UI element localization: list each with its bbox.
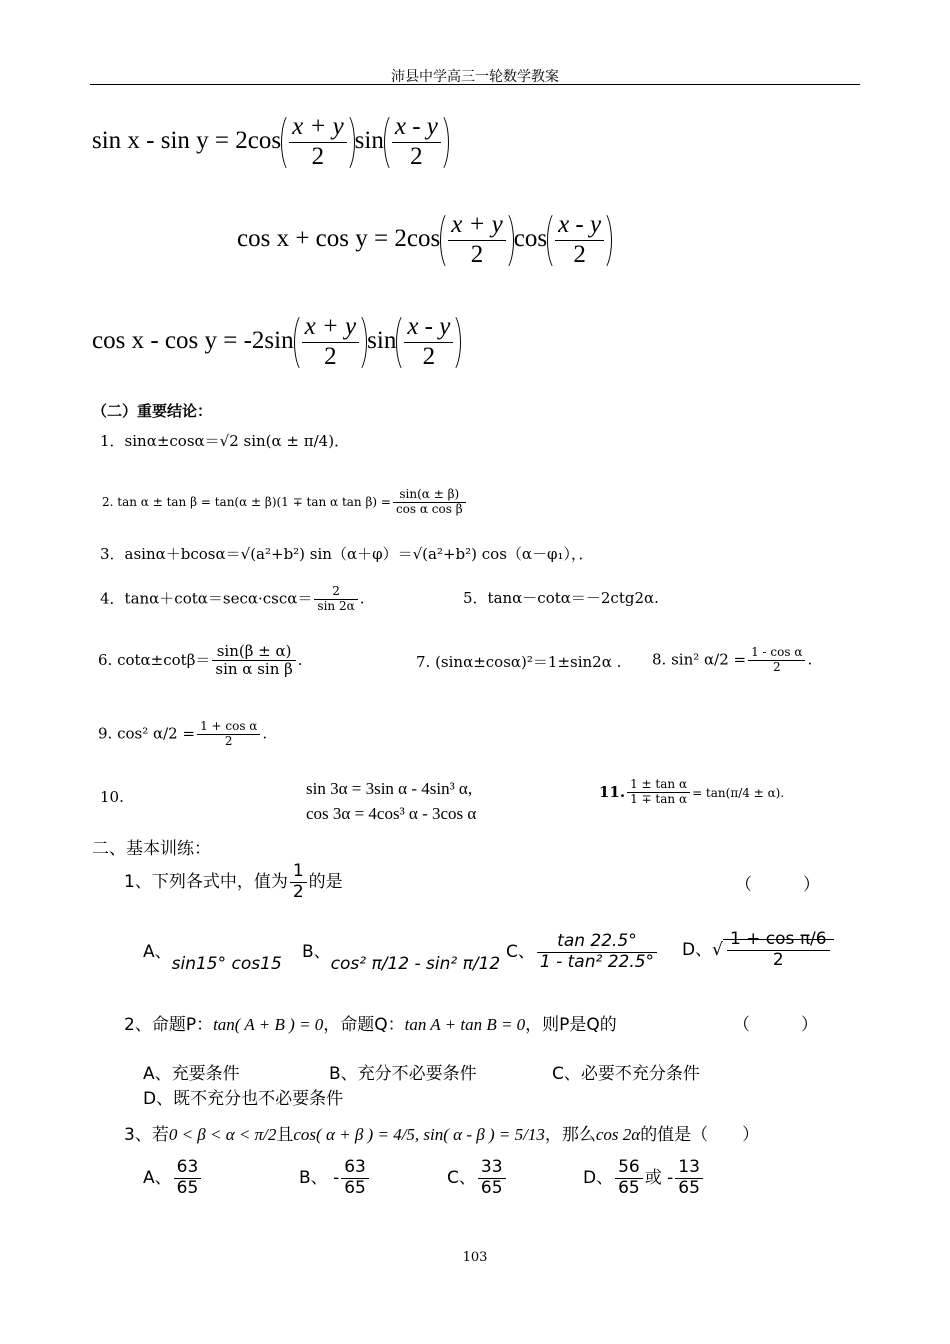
q3-d-den2: 65 [678, 1177, 700, 1198]
conclusion-10 [306, 776, 476, 826]
c11-rhs: = tan(π/4 ± α). [692, 785, 785, 800]
formula-cos-sum [237, 210, 612, 271]
conclusion-1: 1．sinα±cosα＝√2 sin(α ± π/4)． [100, 432, 350, 450]
q1-b-expr: cos² π/12 - sin² π/12 [330, 954, 501, 974]
f2-den1: 2 [470, 240, 484, 268]
q1-option-c [506, 932, 659, 972]
c6-lhs: 6. cotα±cotβ＝ [98, 650, 211, 669]
f1-mid: sin [354, 126, 384, 154]
question-3 [124, 1120, 759, 1145]
c11-label: 11. [599, 782, 626, 801]
section-title-training: 二、基本训练： [92, 839, 211, 859]
formula-cos-diff [92, 312, 461, 373]
q3-sin: , sin( α - β ) = 5/13 [414, 1125, 545, 1144]
conclusion-5: 5．tanα－cotα＝－2ctg2α. [463, 589, 659, 607]
q1-option-a [143, 937, 282, 974]
f1-den2: 2 [410, 142, 423, 170]
q2-q: tan A + tan B = 0 [404, 1015, 526, 1034]
q1-d-label: D、 [682, 940, 713, 961]
c6-end: . [297, 650, 303, 669]
c4-den: sin 2α [317, 598, 355, 613]
q2-stem: 2、命题P： [124, 1015, 214, 1035]
f3-num2: x - y [404, 313, 453, 343]
f3-den1: 2 [324, 342, 337, 370]
header-rule [90, 84, 860, 85]
c8-num: 1 - cos α [748, 646, 805, 661]
f3-den2: 2 [422, 342, 436, 370]
q3-option-c [447, 1158, 508, 1198]
c11-num: 1 ± tan α [627, 778, 690, 793]
c2-num: sin(α ± β) [393, 488, 466, 503]
formula-sin-diff [92, 112, 449, 173]
q3-and: 且 [276, 1125, 294, 1145]
c4-lhs: 4．tanα＋cotα＝secα·cscα＝ [100, 589, 313, 608]
section-title-conclusions: （二）重要结论： [92, 402, 213, 420]
c8-end: . [807, 650, 813, 669]
q3-c-label: C、 [447, 1168, 476, 1189]
q1-a-expr: sin15° cos15 [171, 954, 282, 974]
q3-d-num1: 56 [615, 1158, 643, 1179]
question-2 [124, 1010, 617, 1035]
c6-den: sin α sin β [215, 660, 293, 679]
q1-tail: 的是 [308, 872, 343, 893]
q3-tail2: 的值是（ ） [640, 1125, 760, 1145]
f3-num1: x + y [302, 313, 360, 343]
c9-den: 2 [224, 733, 233, 748]
q1-a-label: A、 [143, 942, 172, 962]
q3-d-label: D、 [583, 1168, 614, 1189]
q1-option-d: D、√ $\frac{\text{1 + cos π/6}}{2}$ [682, 930, 834, 970]
f2-num1: x + y [448, 211, 506, 241]
q1-d-den: 2 [772, 949, 784, 970]
c11-den: 1 ∓ tan α [630, 791, 688, 806]
q3-b-label: B、 - [299, 1168, 340, 1189]
conclusion-11 [599, 778, 784, 807]
f2-den2: 2 [573, 240, 586, 268]
q2-option-b: B、充分不必要条件 [329, 1064, 477, 1084]
f1-lhs: sin x - sin y = 2cos [92, 126, 282, 154]
q3-d-or: 或 - [644, 1168, 674, 1189]
f1-den1: 2 [311, 142, 325, 170]
q3-expr: cos 2α [595, 1125, 641, 1144]
c10-line2: cos 3α = 4cos³ α - 3cos α [306, 804, 477, 823]
q2-answer-paren: （ ） [733, 1015, 818, 1035]
q2-option-c: C、必要不充分条件 [552, 1064, 700, 1084]
q1-c-num: tan 22.5° [537, 932, 657, 953]
page-header: 沛县中学高三一轮数学教案 [391, 69, 559, 85]
c8-den: 2 [772, 659, 781, 674]
q2-mid: ，命题Q： [323, 1015, 405, 1035]
conclusion-6 [98, 643, 303, 679]
q3-d-num2: 13 [675, 1158, 703, 1179]
conclusion-10-label: 10. [100, 788, 124, 806]
q3-a-num: 63 [174, 1158, 202, 1179]
conclusion-4 [100, 585, 364, 614]
q3-a-den: 65 [176, 1177, 199, 1198]
q1-c-label: C、 [506, 942, 535, 963]
q2-p: tan( A + B ) = 0 [213, 1015, 324, 1034]
c8-lhs: 8. sin² α/2 = [652, 650, 747, 669]
c2-den: cos α cos β [395, 501, 463, 516]
q3-cond: 0 < β < α < π/2 [168, 1125, 277, 1144]
f3-lhs: cos x - cos y = -2sin [92, 326, 294, 354]
f1-num1: x + y [289, 113, 347, 143]
c4-num: 2 [314, 585, 357, 600]
q3-option-a [143, 1158, 203, 1198]
q1-option-b [302, 937, 501, 974]
page-number: 103 [462, 1250, 488, 1265]
q1-answer-paren: （ ） [735, 875, 820, 895]
q3-c-num: 33 [478, 1158, 506, 1179]
q3-tail: ，那么 [544, 1125, 596, 1145]
q1-b-label: B、 [302, 942, 331, 962]
q1-stem: 1、下列各式中，值为 [124, 872, 288, 893]
q2-tail: ，则P是Q的 [525, 1015, 617, 1035]
conclusion-3: 3．asinα＋bcosα＝√(a²+b²) sin（α＋φ）＝√(a²+b²) cos（α－φ₁），． [100, 545, 594, 563]
q3-option-b [299, 1158, 371, 1198]
q3-stem: 3、若 [124, 1125, 169, 1145]
f1-num2: x - y [392, 113, 441, 143]
c10-line1: sin 3α = 3sin α - 4sin³ α, [306, 779, 473, 798]
q3-d-den1: 65 [618, 1177, 640, 1198]
conclusion-8 [652, 646, 812, 675]
q3-b-num: 63 [341, 1158, 369, 1179]
c9-end: . [262, 724, 268, 743]
c6-num: sin(β ± α) [212, 643, 295, 661]
q3-cos: cos( α + β ) = 4/5 [293, 1125, 415, 1144]
q1-c-den: 1 - tan² 22.5° [539, 951, 655, 972]
c9-num: 1 + cos α [197, 720, 260, 735]
f2-num2: x - y [555, 211, 604, 241]
f2-mid: cos [513, 224, 548, 252]
q3-option-d [583, 1158, 705, 1198]
conclusion-9 [98, 720, 267, 749]
q3-c-den: 65 [480, 1177, 503, 1198]
conclusion-7: 7. (sinα±cosα)²＝1±sin2α . [416, 653, 622, 671]
f2-lhs: cos x + cos y = 2cos [237, 224, 441, 252]
f3-mid: sin [367, 326, 397, 354]
q1-d-num: 1 + cos π/6 [727, 930, 830, 951]
c4-end: . [359, 589, 365, 608]
q2-option-a: A、充要条件 [143, 1064, 240, 1084]
q3-a-label: A、 [143, 1168, 172, 1189]
question-1 [124, 862, 343, 902]
q1-num: 1 [290, 862, 307, 883]
conclusion-2 [102, 488, 468, 517]
c2-lhs: 2. tan α ± tan β = tan(α ± β)(1 ∓ tan α tan β) = [102, 494, 391, 509]
q1-den: 2 [292, 881, 304, 902]
q3-b-den: 65 [344, 1177, 366, 1198]
q2-option-d: D、既不充分也不必要条件 [143, 1089, 344, 1109]
c9-lhs: 9. cos² α/2 = [98, 724, 196, 743]
